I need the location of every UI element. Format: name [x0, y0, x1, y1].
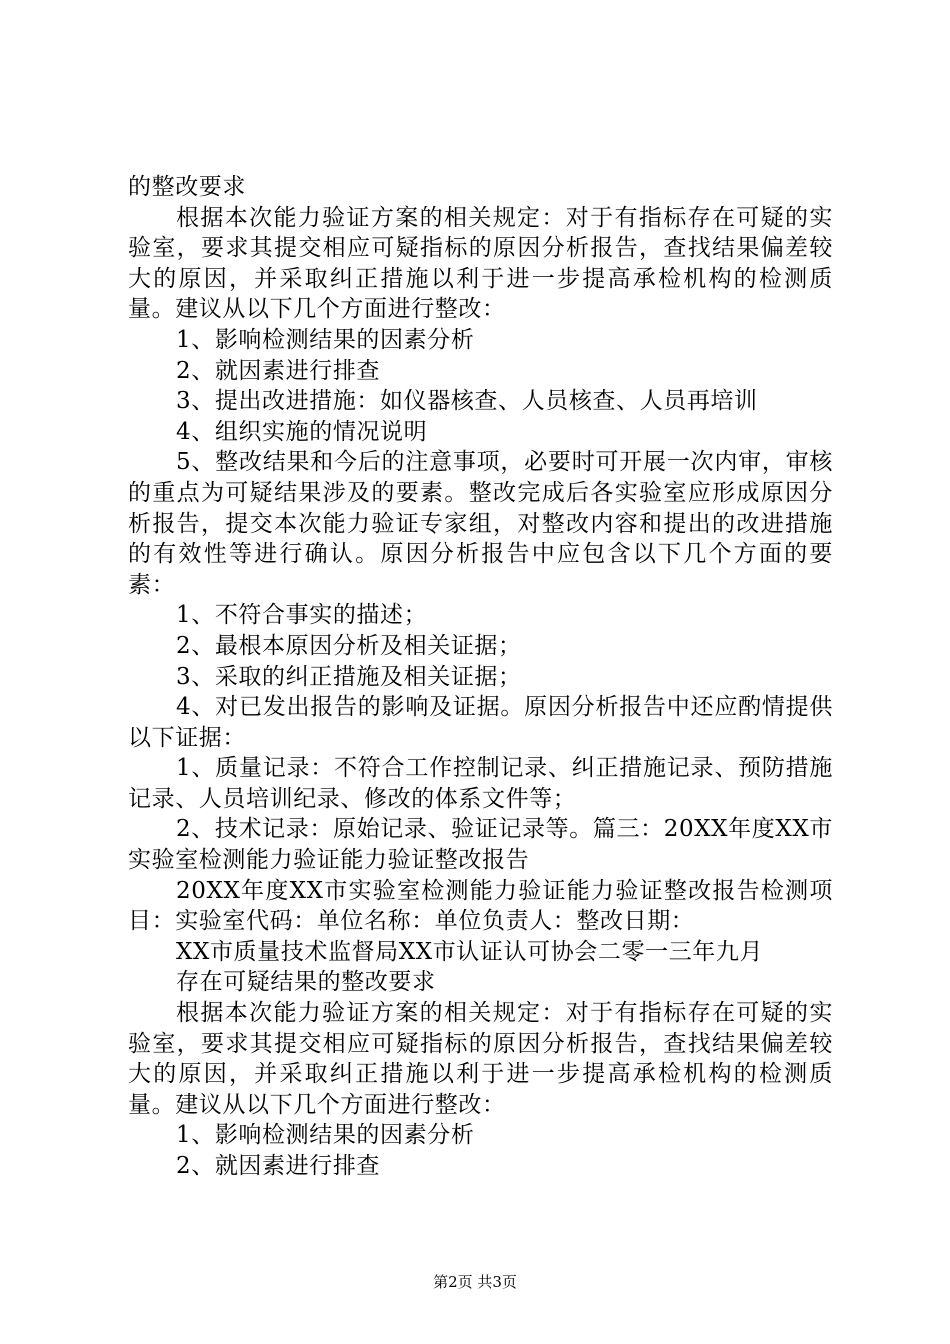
paragraph-14: 20XX年度XX市实验室检测能力验证能力验证整改报告检测项目：实验室代码：单位名称：单位负责人：整改日期： [128, 877, 833, 935]
paragraph-12: 1、质量记录：不符合工作控制记录、纠正措施记录、预防措施记录、人员培训纪录、修改的体系文件等； [128, 755, 833, 812]
document-body [128, 172, 833, 1182]
paragraph-7: 5、整改结果和今后的注意事项，必要时可开展一次内审，审核的重点为可疑结果涉及的要素。整改完成后各实验室应形成原因分析报告，提交本次能力验证专家组，对整改内容和提出的改进措施的有效性等进行确认。原因分析报告中应包含以下几个方面的要素： [128, 449, 833, 598]
paragraph-8: 1、不符合事实的描述； [176, 602, 428, 629]
paragraph-3: 1、影响检测结果的因素分析 [176, 326, 475, 353]
paragraph-17: 根据本次能力验证方案的相关规定：对于有指标存在可疑的实验室，要求其提交相应可疑指标的原因分析报告，查找结果偏差较大的原因，并采取纠正措施以利于进一步提高承检机构的检测质量。建议从以下几个方面进行整改： [128, 1000, 833, 1118]
paragraph-6: 4、组织实施的情况说明 [176, 418, 428, 445]
paragraph-5: 3、提出改进措施：如仪器核查、人员核查、人员再培训 [176, 388, 758, 415]
paragraph-10: 3、采取的纠正措施及相关证据； [176, 663, 522, 690]
paragraph-18: 1、影响检测结果的因素分析 [176, 1122, 475, 1149]
paragraph-4: 2、就因素进行排查 [176, 357, 381, 384]
paragraph-1: 的整改要求 [128, 174, 246, 200]
paragraph-11: 4、对已发出报告的影响及证据。原因分析报告中还应酌情提供以下证据： [128, 694, 833, 751]
paragraph-13: 2、技术记录：原始记录、验证记录等。篇三：20XX年度XX市实验室检测能力验证能力验证整改报告 [128, 816, 833, 874]
paragraph-15: XX市质量技术监督局XX市认证认可协会二零一三年九月 [176, 938, 764, 965]
paragraph-19: 2、就因素进行排查 [176, 1153, 381, 1179]
paragraph-16: 存在可疑结果的整改要求 [176, 969, 436, 996]
paragraph-2: 根据本次能力验证方案的相关规定：对于有指标存在可疑的实验室，要求其提交相应可疑指标的原因分析报告，查找结果偏差较大的原因，并采取纠正措施以利于进一步提高承检机构的检测质量。建议从以下几个方面进行整改： [128, 204, 833, 323]
paragraph-9: 2、最根本原因分析及相关证据； [176, 632, 522, 659]
page-footer: 第2页 共3页 [433, 1273, 517, 1291]
